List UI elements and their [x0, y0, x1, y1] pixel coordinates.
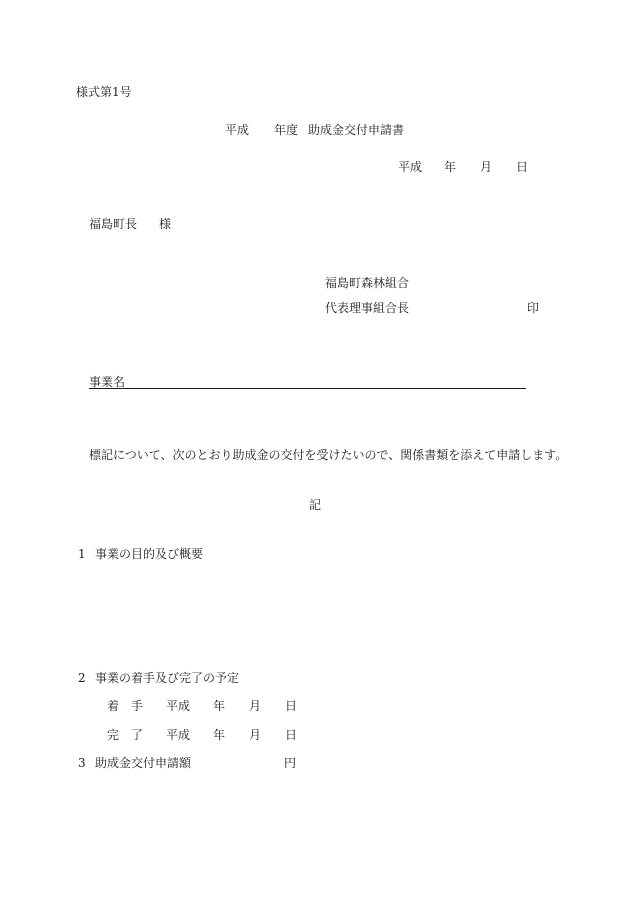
page-title: 助成金交付申請書 — [308, 123, 405, 137]
date-day: 日 — [516, 160, 529, 174]
body-text: 標記について、次のとおり助成金の交付を受けたいので、関係書類を添えて申請します。 — [89, 448, 568, 462]
title-era: 平成 — [225, 123, 250, 137]
project-name-underline — [89, 388, 526, 389]
start-month: 月 — [249, 699, 262, 713]
date-month: 月 — [480, 160, 493, 174]
section-2-label: 事業の着手及び完了の予定 — [95, 671, 240, 685]
end-era: 平成 — [166, 728, 191, 742]
applicant-title: 代表理事組合長 — [325, 301, 410, 315]
addressee-name: 福島町長 — [89, 217, 138, 231]
start-era: 平成 — [166, 699, 191, 713]
ki-heading: 記 — [309, 498, 322, 512]
section-1-label: 事業の目的及び概要 — [95, 547, 204, 561]
section-3-unit: 円 — [284, 756, 297, 770]
date-era: 平成 — [398, 160, 423, 174]
end-day: 日 — [285, 728, 298, 742]
section-1-number: 1 — [78, 547, 86, 561]
section-2-number: 2 — [78, 671, 86, 685]
date-year: 年 — [444, 160, 457, 174]
start-year: 年 — [213, 699, 226, 713]
seal-mark: 印 — [527, 301, 540, 315]
form-number: 様式第1号 — [76, 85, 132, 99]
title-year-label: 年度 — [274, 123, 299, 137]
end-month: 月 — [249, 728, 262, 742]
end-year: 年 — [213, 728, 226, 742]
section-3-label: 助成金交付申請額 — [95, 756, 192, 770]
addressee-honorific: 様 — [159, 217, 172, 231]
project-name-label: 事業名 — [89, 375, 126, 389]
applicant-organization: 福島町森林組合 — [325, 276, 410, 290]
section-3-number: 3 — [78, 756, 86, 770]
end-label: 完 了 — [107, 728, 144, 742]
start-day: 日 — [285, 699, 298, 713]
start-label: 着 手 — [107, 699, 144, 713]
